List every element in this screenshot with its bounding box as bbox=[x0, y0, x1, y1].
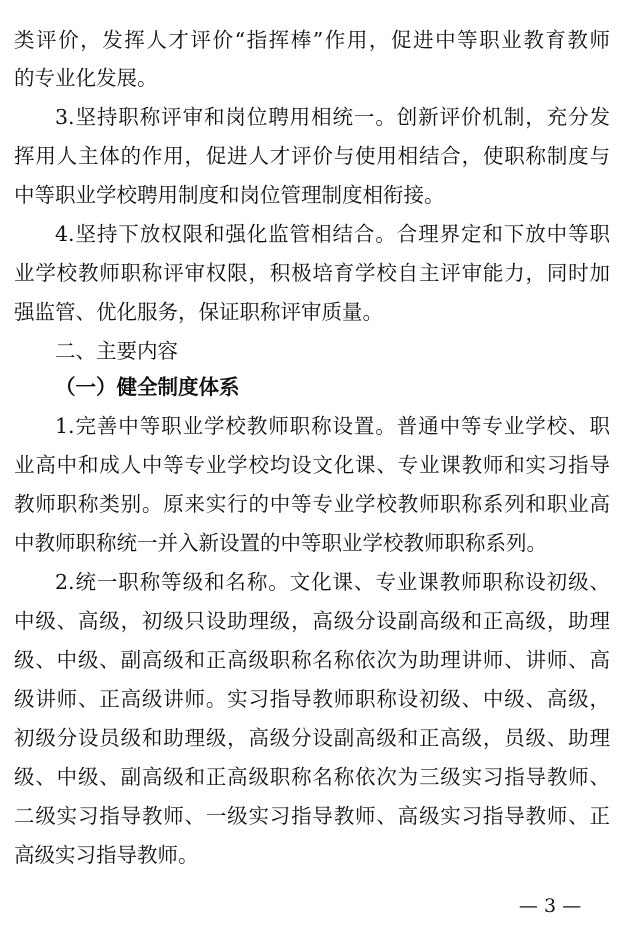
paragraph-5-line-5: 初级分设员级和助理级，高级分设副高级和正高级，员级、助理 bbox=[14, 726, 610, 750]
paragraph-2-line-1: 3.坚持职称评审和岗位聘用相统一。创新评价机制，充分发 bbox=[55, 105, 610, 129]
paragraph-2-line-3: 中等职业学校聘用制度和岗位管理制度相衔接。 bbox=[14, 183, 445, 207]
paragraph-1-line-1: 类评价，发挥人才评价“指挥棒”作用，促进中等职业教育教师 bbox=[14, 28, 610, 52]
paragraph-3-line-3: 强监管、优化服务，保证职称评审质量。 bbox=[14, 300, 383, 324]
paragraph-2-line-2: 挥用人主体的作用，促进人才评价与使用相结合，使职称制度与 bbox=[14, 144, 610, 168]
paragraph-5-line-2: 中级、高级，初级只设助理级，高级分设副高级和正高级，助理 bbox=[14, 609, 610, 633]
paragraph-3-line-2: 业学校教师职称评审权限，积极培育学校自主评审能力，同时加 bbox=[14, 261, 610, 285]
section-heading: 二、主要内容 bbox=[55, 339, 178, 363]
subsection-heading: （一）健全制度体系 bbox=[55, 375, 240, 399]
paragraph-5-line-7: 二级实习指导教师、一级实习指导教师、高级实习指导教师、正 bbox=[14, 804, 610, 828]
paragraph-5-line-6: 级、中级、副高级和正高级职称名称依次为三级实习指导教师、 bbox=[14, 765, 610, 789]
paragraph-4-line-4: 中教师职称统一并入新设置的中等职业学校教师职称系列。 bbox=[14, 531, 547, 555]
paragraph-5-line-3: 级、中级、副高级和正高级职称名称依次为助理讲师、讲师、高 bbox=[14, 648, 610, 672]
paragraph-4-line-2: 业高中和成人中等专业学校均设文化课、专业课教师和实习指导 bbox=[14, 453, 610, 477]
paragraph-4-line-1: 1.完善中等职业学校教师职称设置。普通中等专业学校、职 bbox=[55, 414, 610, 438]
page-number: — 3 — bbox=[518, 895, 582, 917]
paragraph-5-line-4: 级讲师、正高级讲师。实习指导教师职称设初级、中级、高级， bbox=[14, 687, 610, 711]
paragraph-4-line-3: 教师职称类别。原来实行的中等专业学校教师职称系列和职业高 bbox=[14, 492, 610, 516]
paragraph-3-line-1: 4.坚持下放权限和强化监管相结合。合理界定和下放中等职 bbox=[55, 222, 610, 246]
paragraph-5-line-8: 高级实习指导教师。 bbox=[14, 843, 199, 867]
paragraph-1-line-2: 的专业化发展。 bbox=[14, 66, 158, 90]
paragraph-5-line-1: 2.统一职称等级和名称。文化课、专业课教师职称设初级、 bbox=[55, 570, 610, 594]
